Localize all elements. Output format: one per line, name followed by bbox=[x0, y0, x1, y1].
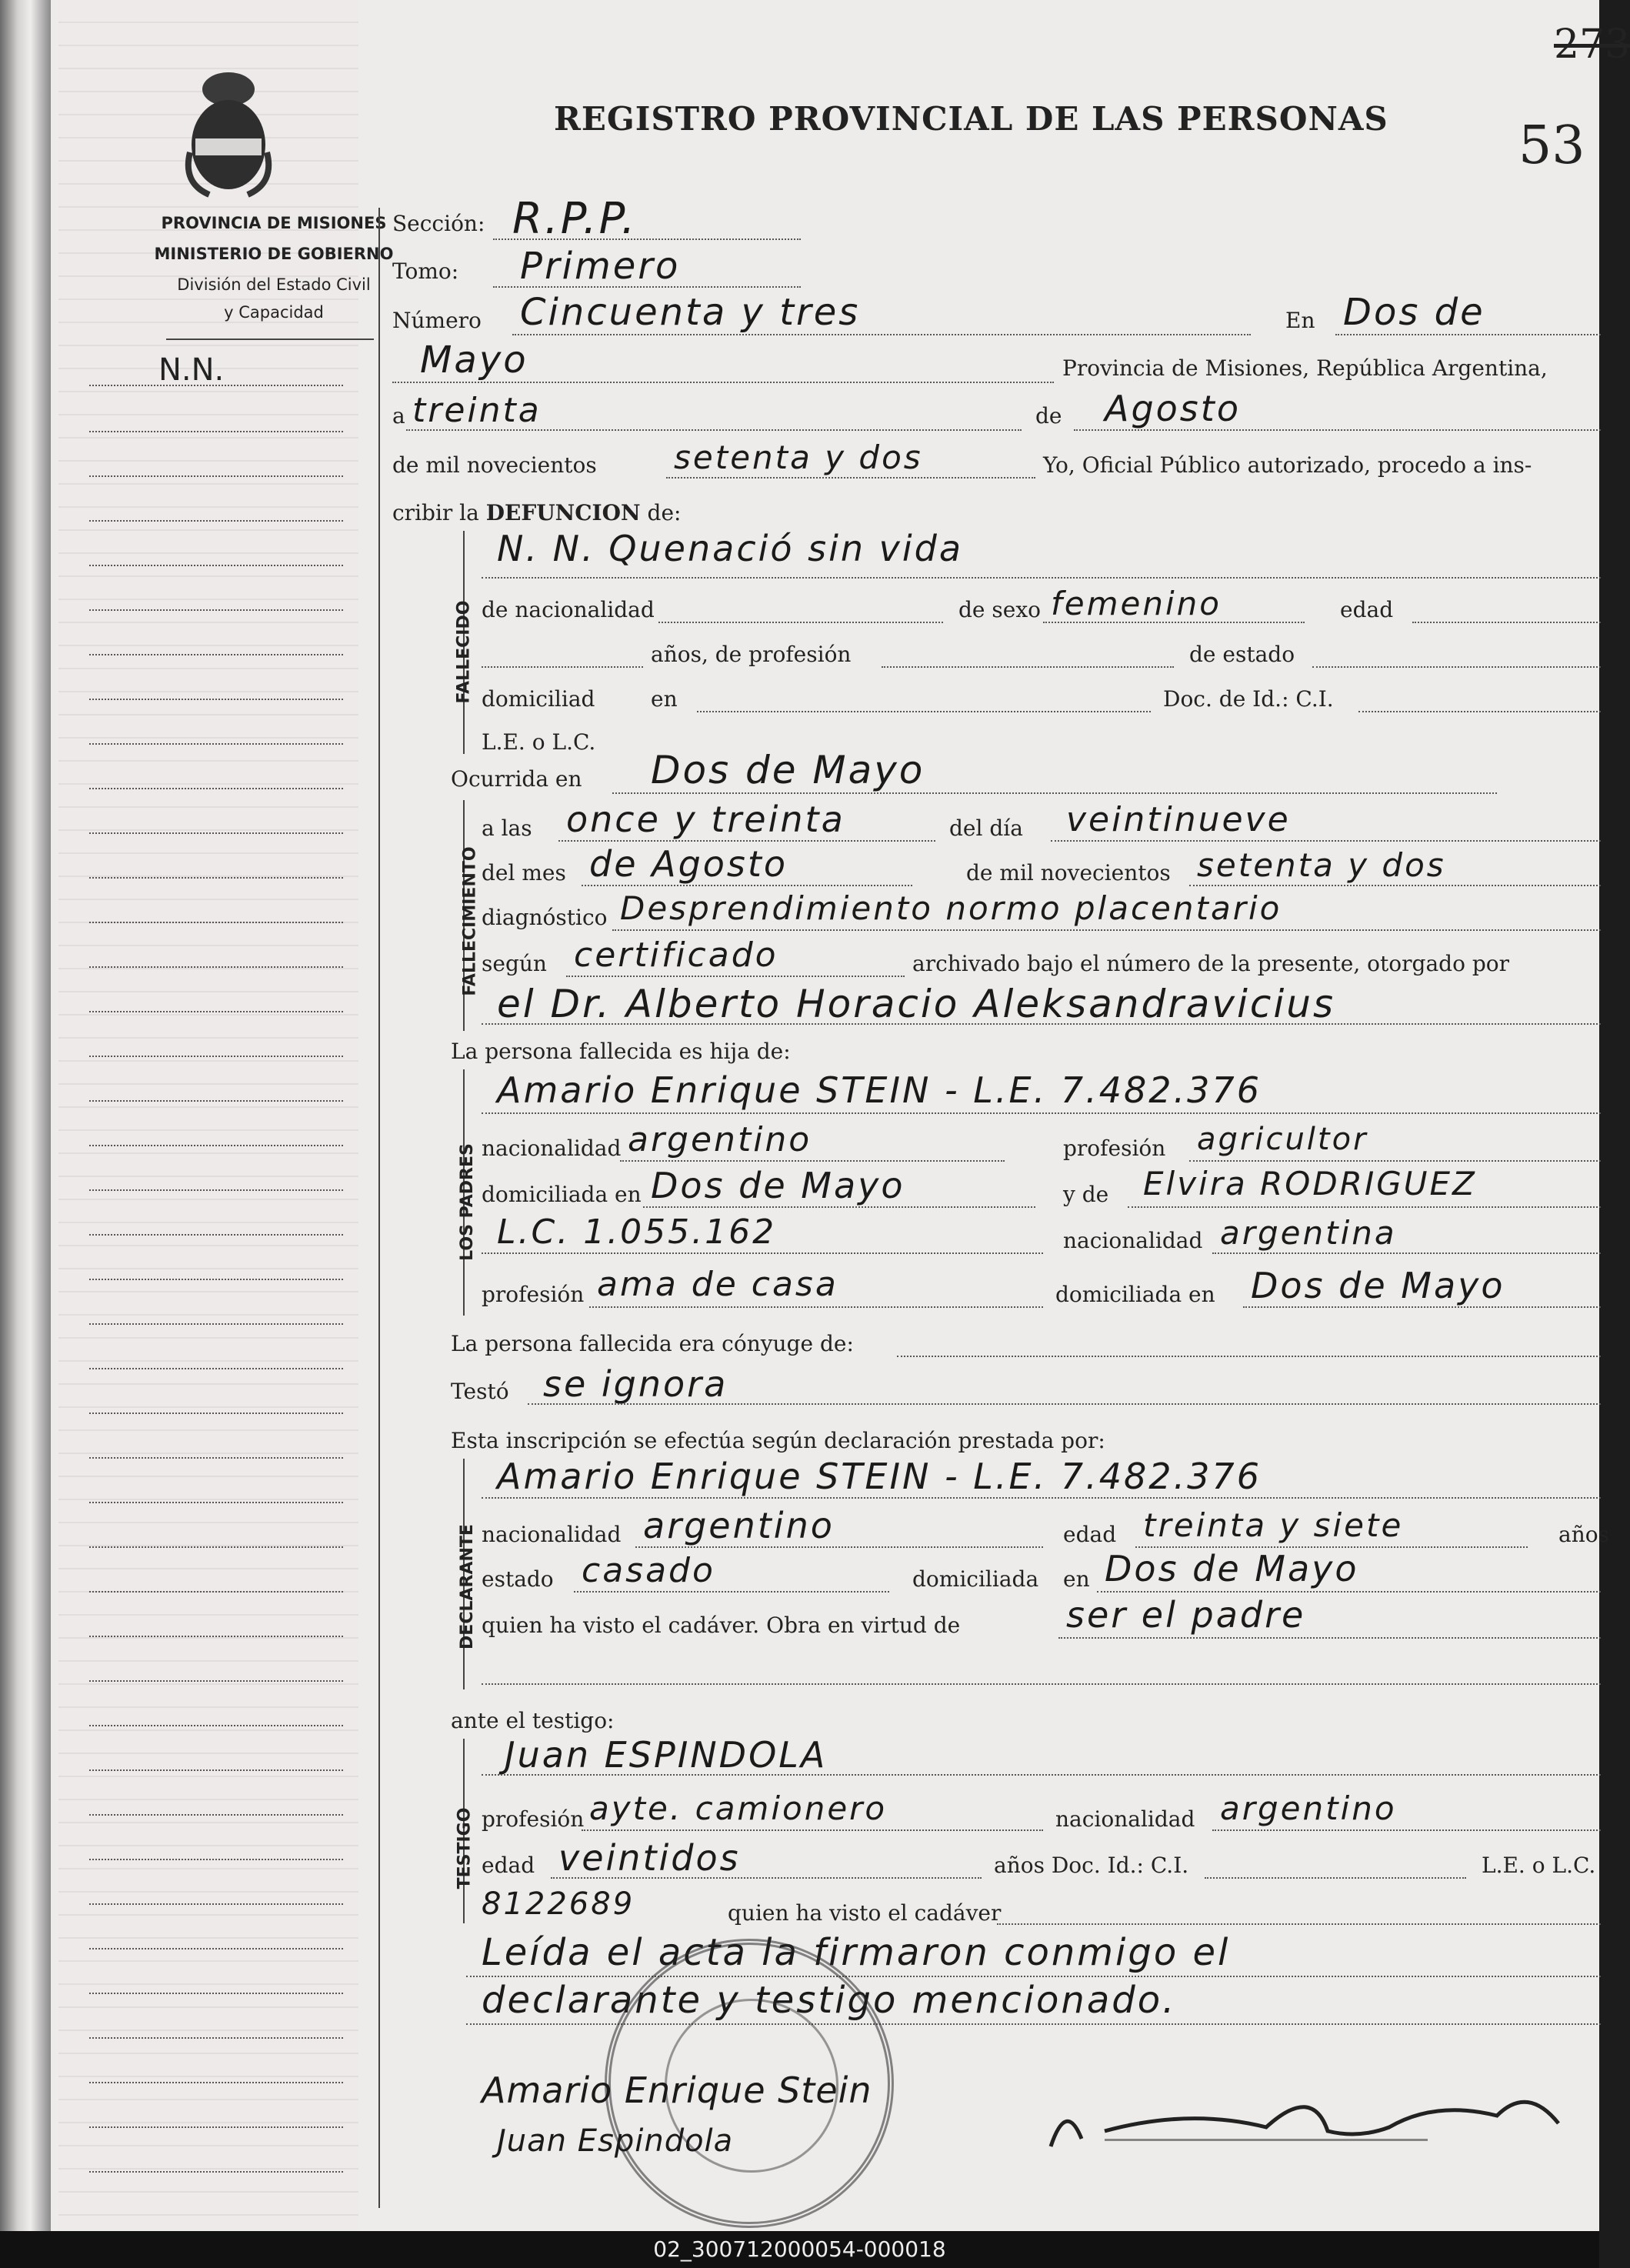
margin-line bbox=[89, 1725, 343, 1726]
line bbox=[482, 1252, 1043, 1254]
line bbox=[1074, 429, 1601, 431]
line bbox=[612, 792, 1497, 794]
margin-line bbox=[89, 654, 343, 655]
line bbox=[1189, 1160, 1601, 1162]
value-dia-fallec: veintinueve bbox=[1066, 800, 1291, 839]
agency-line-1: PROVINCIA DE MISIONES bbox=[161, 214, 387, 232]
value-padre: Amario Enrique STEIN - L.E. 7.482.376 bbox=[497, 1069, 1262, 1111]
value-cierre-1: Leída el acta la firmaron conmigo el bbox=[482, 1931, 1231, 1974]
value-mes-fallec: de Agosto bbox=[589, 843, 788, 885]
margin-line bbox=[89, 1502, 343, 1503]
label-doc-id: Doc. de Id.: C.I. bbox=[1163, 686, 1334, 712]
value-hora: once y treinta bbox=[566, 799, 845, 840]
label-test-le-lc: L.E. o L.C. bbox=[1482, 1853, 1596, 1878]
label-edad: edad bbox=[1340, 597, 1394, 622]
label-provincia: Provincia de Misiones, República Argentina, bbox=[1062, 355, 1548, 381]
value-madre: Elvira RODRIGUEZ bbox=[1143, 1165, 1477, 1202]
label-numero: Número bbox=[392, 308, 482, 333]
line bbox=[493, 238, 801, 240]
official-signature bbox=[1035, 2054, 1574, 2162]
line bbox=[1358, 711, 1601, 712]
value-padre-nac: argentino bbox=[628, 1120, 812, 1159]
value-ocurrida: Dos de Mayo bbox=[651, 748, 925, 792]
value-madre-dom: Dos de Mayo bbox=[1251, 1265, 1505, 1306]
line bbox=[1335, 334, 1601, 335]
label-diagnostico: diagnóstico bbox=[482, 905, 608, 930]
line bbox=[620, 1160, 1005, 1162]
margin-line bbox=[89, 431, 343, 432]
label-archivado: archivado bajo el número de la presente, otorgado por bbox=[912, 951, 1509, 976]
margin-line bbox=[89, 2171, 343, 2173]
margin-line bbox=[89, 1100, 343, 1102]
section-label-testigo: TESTIGO bbox=[455, 1807, 475, 1889]
line bbox=[1051, 840, 1601, 842]
margin-line bbox=[89, 922, 343, 923]
label-test-prof: profesión bbox=[482, 1806, 585, 1832]
line bbox=[582, 1829, 1043, 1831]
signature-testigo: Juan Espindola bbox=[497, 2123, 734, 2159]
value-anio: setenta y dos bbox=[674, 439, 923, 476]
label-ocurrida: Ocurrida en bbox=[451, 766, 582, 792]
agency-line-2: MINISTERIO DE GOBIERNO bbox=[154, 245, 394, 263]
value-decl-dom: Dos de Mayo bbox=[1105, 1548, 1359, 1589]
form-left-rule bbox=[378, 208, 380, 2208]
label-decl-anos: años bbox=[1558, 1522, 1609, 1547]
line bbox=[1312, 666, 1601, 668]
margin-line bbox=[89, 1056, 343, 1057]
value-padre-prof: agricultor bbox=[1197, 1122, 1368, 1157]
value-madre-doc: L.C. 1.055.162 bbox=[497, 1212, 777, 1252]
agency-line-3: División del Estado Civil bbox=[177, 275, 371, 294]
margin-line bbox=[89, 2082, 343, 2083]
value-madre-prof: ama de casa bbox=[597, 1265, 838, 1304]
value-seccion: R.P.P. bbox=[512, 194, 638, 244]
label-defuncion: DEFUNCION bbox=[485, 500, 641, 525]
label-madre-prof: profesión bbox=[482, 1282, 585, 1307]
label-decl-dom: domiciliada bbox=[912, 1566, 1039, 1592]
book-binding bbox=[0, 0, 51, 2231]
line bbox=[482, 666, 643, 668]
label-sexo: de sexo bbox=[958, 597, 1041, 622]
line bbox=[589, 1306, 1043, 1308]
margin-line bbox=[89, 1145, 343, 1146]
label-a: a bbox=[392, 403, 405, 429]
line bbox=[635, 1546, 1043, 1548]
value-test-prof: ayte. camionero bbox=[589, 1789, 888, 1827]
label-de-mil: de mil novecientos bbox=[392, 452, 597, 478]
margin-line bbox=[89, 565, 343, 566]
line bbox=[1212, 1252, 1601, 1254]
value-segun: certificado bbox=[574, 936, 778, 975]
value-fallecido: N. N. Quenació sin vida bbox=[497, 528, 964, 569]
label-le-lc: L.E. o L.C. bbox=[482, 729, 596, 755]
label-padre-nac: nacionalidad bbox=[482, 1136, 622, 1161]
line bbox=[1128, 1206, 1601, 1208]
value-numero: Cincuenta y tres bbox=[520, 291, 861, 334]
margin-line bbox=[89, 1769, 343, 1771]
value-dia: treinta bbox=[412, 391, 542, 430]
label-quien-visto: quien ha visto el cadáver. Obra en virtud de bbox=[482, 1613, 961, 1638]
line bbox=[558, 840, 935, 842]
margin-line bbox=[89, 1636, 343, 1637]
section-label-fallecimiento: FALLECIMIENTO bbox=[460, 846, 480, 996]
margin-line bbox=[89, 1680, 343, 1682]
value-padre-dom: Dos de Mayo bbox=[651, 1165, 905, 1206]
value-en-2: Mayo bbox=[420, 339, 528, 382]
line bbox=[566, 976, 905, 977]
label-anos-profesion: años, de profesión bbox=[651, 642, 852, 667]
register-page bbox=[51, 0, 1630, 2231]
line bbox=[482, 577, 1601, 579]
margin-line bbox=[89, 1189, 343, 1191]
line bbox=[482, 1497, 1601, 1499]
margin-line bbox=[89, 1279, 343, 1280]
label-nacionalidad: de nacionalidad bbox=[482, 597, 655, 622]
line bbox=[882, 666, 1174, 668]
line bbox=[1097, 1591, 1601, 1593]
label-testo: Testó bbox=[451, 1379, 509, 1404]
label-domiciliad: domiciliad bbox=[482, 686, 595, 712]
section-label-fallecido: FALLECIDO bbox=[454, 600, 474, 704]
line bbox=[482, 1023, 1601, 1025]
margin-line bbox=[89, 1948, 343, 1949]
margin-line bbox=[89, 1412, 343, 1414]
label-cribir: cribir la bbox=[392, 500, 479, 525]
label-test-nac: nacionalidad bbox=[1055, 1806, 1195, 1832]
margin-line bbox=[89, 475, 343, 477]
label-madre-nac: nacionalidad bbox=[1063, 1228, 1203, 1253]
value-diagnostico: Desprendimiento normo placentario bbox=[620, 889, 1282, 927]
agency-divider bbox=[166, 339, 374, 340]
margin-line bbox=[89, 385, 343, 386]
margin-line bbox=[89, 788, 343, 789]
line bbox=[466, 1976, 1601, 1977]
value-decl-nac: argentino bbox=[643, 1505, 835, 1546]
line bbox=[482, 1774, 1601, 1776]
line bbox=[1189, 885, 1601, 886]
margin-line bbox=[89, 1993, 343, 1994]
line bbox=[1243, 1306, 1601, 1308]
margin-line bbox=[89, 1546, 343, 1548]
margin-line bbox=[89, 832, 343, 834]
margin-line bbox=[89, 1859, 343, 1860]
value-medico: el Dr. Alberto Horacio Aleksandravicius bbox=[497, 982, 1336, 1026]
line bbox=[997, 1923, 1601, 1925]
value-sexo: femenino bbox=[1051, 585, 1222, 622]
margin-line bbox=[89, 1011, 343, 1012]
image-filename-bar: 02_300712000054-000018 bbox=[0, 2231, 1599, 2268]
label-madre-dom: domiciliada en bbox=[1055, 1282, 1215, 1307]
margin-note: N.N. bbox=[158, 352, 225, 388]
label-yo: Yo, Oficial Público autorizado, procedo a ins- bbox=[1043, 452, 1532, 478]
value-testigo: Juan ESPINDOLA bbox=[505, 1734, 828, 1776]
label-en: En bbox=[1285, 308, 1315, 333]
section-label-declarante: DECLARANTE bbox=[457, 1524, 477, 1649]
line bbox=[612, 929, 1601, 931]
old-page-number: 273 bbox=[1554, 22, 1630, 68]
margin-line bbox=[89, 1234, 343, 1236]
page-title: REGISTRO PROVINCIAL DE LAS PERSONAS bbox=[554, 100, 1388, 138]
inscribir-line bbox=[392, 500, 681, 525]
line bbox=[643, 1206, 1035, 1208]
value-anio-fallec: setenta y dos bbox=[1197, 846, 1446, 884]
margin-line bbox=[89, 966, 343, 968]
label-decl-estado: estado bbox=[482, 1566, 554, 1592]
margin-line bbox=[89, 1457, 343, 1459]
value-decl-edad: treinta y siete bbox=[1143, 1506, 1404, 1544]
margin-line bbox=[89, 743, 343, 745]
label-padre-prof: profesión bbox=[1063, 1136, 1166, 1161]
margin-line bbox=[89, 1368, 343, 1369]
value-tomo: Primero bbox=[520, 245, 681, 288]
line bbox=[1058, 1637, 1601, 1639]
line bbox=[551, 1877, 982, 1879]
line bbox=[512, 334, 1251, 335]
value-cierre-2: declarante y testigo mencionado. bbox=[482, 1979, 1177, 2022]
label-decl-nac: nacionalidad bbox=[482, 1522, 622, 1547]
label-en-lower: en bbox=[651, 686, 678, 712]
margin-line bbox=[89, 699, 343, 700]
label-a-las: a las bbox=[482, 815, 532, 841]
label-test-anos-doc: años Doc. Id.: C.I. bbox=[994, 1853, 1189, 1878]
line bbox=[697, 711, 1151, 712]
line bbox=[582, 885, 912, 886]
line bbox=[574, 1591, 889, 1593]
line bbox=[1205, 1877, 1466, 1879]
value-declarante: Amario Enrique STEIN - L.E. 7.482.376 bbox=[497, 1456, 1262, 1497]
value-madre-nac: argentina bbox=[1220, 1214, 1397, 1252]
line bbox=[392, 382, 1054, 383]
label-del-mes: del mes bbox=[482, 860, 566, 886]
line bbox=[658, 622, 943, 623]
label-de-colon: de: bbox=[647, 500, 682, 525]
line bbox=[1412, 622, 1601, 623]
line bbox=[482, 1112, 1601, 1114]
margin-line bbox=[89, 1323, 343, 1325]
line bbox=[406, 429, 1022, 431]
label-tomo: Tomo: bbox=[392, 258, 459, 284]
label-estado: de estado bbox=[1189, 642, 1295, 667]
value-decl-virtud: ser el padre bbox=[1066, 1594, 1306, 1636]
margin-line bbox=[89, 1814, 343, 1816]
line bbox=[493, 286, 801, 288]
section-label-los-padres: LOS PADRES bbox=[457, 1143, 477, 1261]
value-mes: Agosto bbox=[1105, 388, 1241, 429]
page-number: 53 bbox=[1518, 115, 1585, 176]
line bbox=[897, 1356, 1601, 1357]
margin-line bbox=[89, 1591, 343, 1593]
label-padre-dom: domiciliada en bbox=[482, 1182, 642, 1207]
label-test-quien: quien ha visto el cadáver bbox=[728, 1900, 1002, 1926]
label-y-de: y de bbox=[1063, 1182, 1109, 1207]
value-test-doc: 8122689 bbox=[482, 1886, 635, 1922]
label-de: de bbox=[1035, 403, 1062, 429]
label-conyuge: La persona fallecida era cónyuge de: bbox=[451, 1331, 854, 1356]
label-ante-testigo: ante el testigo: bbox=[451, 1708, 615, 1733]
margin-line bbox=[89, 877, 343, 879]
line bbox=[528, 1403, 1601, 1405]
agency-line-4: y Capacidad bbox=[224, 303, 324, 322]
label-del-dia: del día bbox=[949, 815, 1023, 841]
margin-line bbox=[89, 2037, 343, 2039]
label-hija-de: La persona fallecida es hija de: bbox=[451, 1039, 791, 1064]
line bbox=[482, 1683, 1601, 1685]
label-seccion: Sección: bbox=[392, 211, 485, 236]
coat-of-arms-icon bbox=[178, 68, 278, 198]
label-inscripcion: Esta inscripción se efectúa según declaración prestada por: bbox=[451, 1428, 1105, 1453]
label-segun: según bbox=[482, 951, 547, 976]
label-de-mil-nov: de mil novecientos bbox=[966, 860, 1171, 886]
value-en-1: Dos de bbox=[1343, 291, 1485, 334]
line bbox=[666, 477, 1035, 479]
label-decl-edad: edad bbox=[1063, 1522, 1117, 1547]
margin-column bbox=[58, 0, 358, 2231]
value-test-nac: argentino bbox=[1220, 1789, 1397, 1827]
line bbox=[1043, 622, 1305, 623]
margin-line bbox=[89, 1903, 343, 1905]
signature-declarante: Amario Enrique Stein bbox=[482, 2070, 872, 2111]
margin-line bbox=[89, 2126, 343, 2128]
margin-line bbox=[89, 520, 343, 522]
value-test-edad: veintidos bbox=[558, 1837, 741, 1879]
margin-line bbox=[89, 609, 343, 611]
value-testo: se ignora bbox=[543, 1363, 728, 1405]
value-decl-estado: casado bbox=[582, 1551, 715, 1590]
line bbox=[1212, 1829, 1601, 1831]
label-decl-en: en bbox=[1063, 1566, 1090, 1592]
label-test-edad: edad bbox=[482, 1853, 535, 1878]
